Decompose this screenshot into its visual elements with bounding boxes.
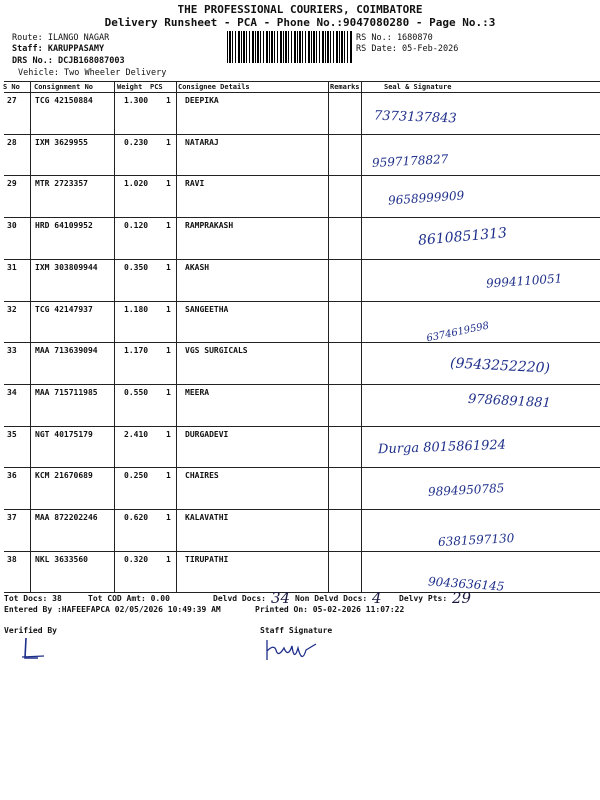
row-sno: 28 [7, 137, 17, 147]
total-cod-amount: Tot COD Amt: 0.00 [88, 594, 170, 603]
row-weight: 1.020 [124, 179, 149, 189]
row-divider [4, 551, 600, 552]
row-signature: 6381597130 [437, 531, 515, 549]
entered-by: Entered By :HAFEEFAPCA 02/05/2026 10:49:39 AM [4, 605, 221, 614]
barcode [227, 31, 352, 63]
col-header-sno: S No [3, 83, 20, 91]
row-divider [4, 175, 600, 176]
rs-date: RS Date: 05-Feb-2026 [356, 44, 459, 54]
row-consignment-no: NGT 40175179 [35, 429, 93, 439]
row-consignment-no: MAA 713639094 [35, 346, 98, 356]
row-divider [4, 259, 600, 260]
row-divider [4, 384, 600, 385]
row-consignment-no: TCG 42150884 [35, 96, 93, 105]
printed-on: Printed On: 05-02-2026 11:07:22 [255, 605, 405, 614]
row-pcs: 1 [166, 387, 171, 397]
row-consignment-no: MAA 872202246 [35, 513, 98, 522]
row-consignment-no: KCM 21670689 [35, 471, 93, 481]
row-consignee: NATARAJ [185, 137, 219, 147]
row-signature: 7373137843 [373, 108, 457, 127]
row-pcs: 1 [166, 137, 171, 147]
row-pcs: 1 [166, 471, 171, 481]
row-weight: 0.120 [124, 221, 149, 231]
row-signature: 9043636145 [427, 574, 505, 594]
row-consignment-no: IXM 303809944 [35, 262, 98, 272]
row-consignment-no: MTR 2723357 [35, 179, 88, 189]
row-signature: (9543252220) [449, 355, 551, 377]
row-signature: Durga 8015861924 [377, 437, 507, 457]
row-divider [4, 217, 600, 218]
row-sno: 36 [7, 471, 17, 481]
vehicle-label: Vehicle: Two Wheeler Delivery [18, 68, 167, 78]
row-weight: 1.180 [124, 304, 149, 314]
row-signature: 9786891881 [467, 391, 552, 412]
row-consignee: MEERA [185, 387, 210, 397]
row-weight: 0.230 [124, 137, 149, 147]
row-consignee: DEEPIKA [185, 96, 219, 105]
row-signature: 9658999909 [387, 188, 465, 209]
row-weight: 0.550 [124, 387, 149, 397]
delivered-docs-value: 34 [271, 589, 291, 607]
delivery-points-value: 29 [452, 589, 472, 607]
row-pcs: 1 [166, 179, 171, 189]
col-header-pcs: PCS [150, 83, 163, 91]
row-sno: 38 [7, 554, 17, 564]
row-consignee: CHAIRES [185, 471, 219, 481]
row-divider [4, 301, 600, 302]
row-divider [4, 467, 600, 468]
row-sno: 33 [7, 346, 17, 356]
row-pcs: 1 [166, 304, 171, 314]
row-pcs: 1 [166, 346, 171, 356]
row-pcs: 1 [166, 262, 171, 272]
row-weight: 0.250 [124, 471, 149, 481]
row-pcs: 1 [166, 221, 171, 231]
row-signature: 8610851313 [417, 225, 508, 249]
non-delivered-docs-label: Non Delvd Docs: [295, 594, 368, 603]
row-consignment-no: IXM 3629955 [35, 137, 88, 147]
row-pcs: 1 [166, 96, 171, 105]
total-docs: Tot Docs: 38 [4, 594, 62, 603]
row-signature: 9994110051 [485, 271, 563, 291]
row-divider [4, 426, 600, 427]
row-weight: 2.410 [124, 429, 149, 439]
row-divider [4, 342, 600, 343]
row-sno: 37 [7, 513, 17, 522]
row-consignee: VGS SURGICALS [185, 346, 248, 356]
row-sno: 34 [7, 387, 17, 397]
route-label: Route: ILANGO NAGAR [12, 33, 110, 43]
col-header-weight: Weight [117, 83, 143, 91]
row-sno: 29 [7, 179, 17, 189]
row-weight: 0.350 [124, 262, 149, 272]
col-header-consignment: Consignment No [34, 83, 94, 91]
col-header-consignee: Consignee Details [178, 83, 250, 91]
row-pcs: 1 [166, 513, 171, 522]
row-consignee: RAVI [185, 179, 205, 189]
row-divider [4, 134, 600, 135]
row-sno: 31 [7, 262, 17, 272]
staff-label: Staff: KARUPPASAMY [12, 44, 105, 54]
row-pcs: 1 [166, 554, 171, 564]
row-consignee: DURGADEVI [185, 429, 229, 439]
company-title: THE PROFESSIONAL COURIERS, COIMBATORE [177, 3, 423, 16]
rs-number: RS No.: 1680870 [356, 33, 433, 43]
row-sno: 35 [7, 429, 17, 439]
row-weight: 1.170 [124, 346, 149, 356]
row-consignee: RAMPRAKASH [185, 221, 234, 231]
verified-by-label: Verified By [4, 626, 57, 635]
row-signature: 9894950785 [427, 481, 505, 500]
drs-number: DRS No.: DCJB168087003 [12, 56, 125, 66]
row-divider [4, 509, 600, 510]
row-consignee: TIRUPATHI [185, 554, 229, 564]
row-consignee: SANGEETHA [185, 304, 229, 314]
row-consignee: KALAVATHI [185, 513, 229, 522]
staff-signature-label: Staff Signature [260, 626, 333, 635]
col-header-remarks: Remarks [330, 83, 360, 91]
non-delivered-docs-value: 4 [372, 589, 382, 607]
row-consignment-no: MAA 715711985 [35, 387, 98, 397]
row-sno: 32 [7, 304, 17, 314]
row-consignee: AKASH [185, 262, 210, 272]
row-consignment-no: TCG 42147937 [35, 304, 93, 314]
delivered-docs-label: Delvd Docs: [213, 594, 266, 603]
row-sno: 27 [7, 96, 17, 105]
row-weight: 0.620 [124, 513, 149, 522]
row-weight: 0.320 [124, 554, 149, 564]
col-header-signature: Seal & Signature [384, 83, 452, 91]
row-signature: 6374619598 [425, 320, 491, 344]
delivery-points-label: Delvy Pts: [399, 594, 448, 603]
row-signature: 9597178827 [371, 151, 449, 170]
row-pcs: 1 [166, 429, 171, 439]
row-consignment-no: HRD 64109952 [35, 221, 93, 231]
verifier-signature [18, 636, 48, 664]
runsheet-subtitle: Delivery Runsheet - PCA - Phone No.:9047080280 - Page No.:3 [104, 16, 496, 29]
staff-signature-mark [262, 636, 322, 666]
row-weight: 1.300 [124, 96, 149, 105]
row-consignment-no: NKL 3633560 [35, 554, 88, 564]
row-sno: 30 [7, 221, 17, 231]
